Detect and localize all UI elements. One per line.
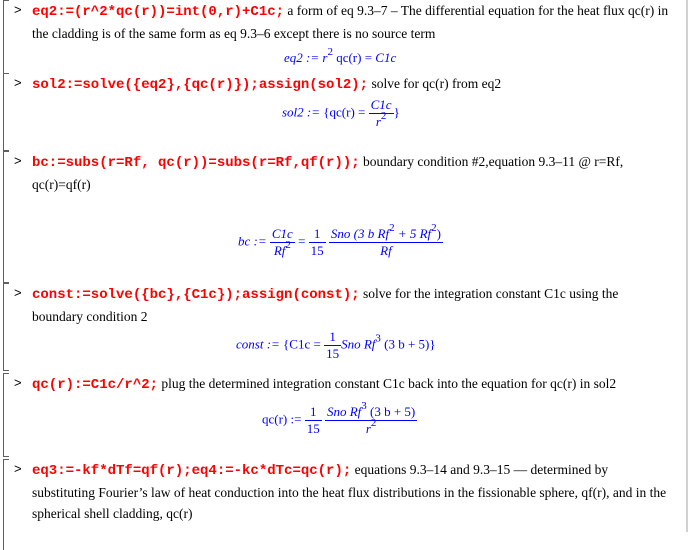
maple-command[interactable]: eq2:=(r^2*qc(r))=int(0,r)+C1c;: [32, 4, 285, 20]
input-line[interactable]: [32, 459, 672, 524]
output-bc: bc := $\frac{C1c}{Rf^2}$ = $\frac{1}{15}$ $\frac{Sno (3 b Rf^2 + 5 Rf^2)}{Rf}$: [238, 222, 441, 258]
fraction: $\frac{Sno Rf^3 (3 b + 5)}{r^2}$: [326, 400, 416, 436]
execution-group-bracket[interactable]: [3, 151, 9, 283]
execution-group-bracket[interactable]: [3, 459, 9, 550]
input-prompt: >: [14, 2, 22, 17]
fraction: $\frac{1}{15}$: [326, 329, 340, 361]
fraction: $\frac{1}{15}$: [310, 226, 324, 258]
maple-command[interactable]: const:=solve({bc},{C1c});assign(const);: [32, 287, 360, 303]
input-prompt: >: [14, 461, 22, 476]
input-prompt: >: [14, 75, 22, 90]
maple-command[interactable]: bc:=subs(r=Rf, qc(r))=subs(r=Rf,qf(r));: [32, 155, 360, 171]
execution-group-bracket[interactable]: [3, 0, 9, 74]
comment-text: solve for qc(r) from eq2: [368, 76, 502, 91]
input-line[interactable]: [32, 151, 672, 195]
input-prompt: >: [14, 375, 22, 390]
input-prompt: >: [14, 153, 22, 168]
output-qc: qc(r) := $\frac{1}{15}$ $\frac{Sno Rf^3 (3 b + 5)}{r^2}$: [262, 400, 416, 436]
input-line[interactable]: [32, 73, 672, 96]
comment-text: solve for the integration constant C1c using the boundary condition 2: [32, 286, 619, 324]
maple-command[interactable]: eq3:=-kf*dTf=qf(r);eq4:=-kc*dTc=qc(r);: [32, 463, 352, 479]
execution-group-bracket[interactable]: [3, 373, 9, 457]
input-line[interactable]: [32, 283, 672, 327]
execution-group-bracket[interactable]: [3, 73, 9, 151]
maple-command[interactable]: sol2:=solve({eq2},{qc(r)});assign(sol2);: [32, 77, 369, 93]
comment-text: equations 9.3–14 and 9.3–15 –– determined by substituting Fourier’s law of heat conduction into the heat flux distributions in the fissionable sphere, qf(r), and in the spherical shell cladding, qc(r): [32, 462, 667, 521]
output-sol2: sol2 := {qc(r) = $\frac{C1c}{r^2}$ }: [282, 97, 400, 129]
input-prompt: >: [14, 285, 22, 300]
fraction: $\frac{Sno (3 b Rf^2 + 5 Rf^2)}{Rf}$: [330, 222, 441, 258]
comment-text: plug the determined integration constant C1c back into the equation for qc(r) in sol2: [158, 376, 617, 391]
fraction: $\frac{C1c}{Rf^2}$: [271, 226, 293, 258]
comment-text: boundary condition #2,equation 9.3–11 @ r=Rf, qc(r)=qf(r): [32, 154, 624, 192]
input-line[interactable]: [32, 0, 672, 44]
maple-command[interactable]: qc(r):=C1c/r^2;: [32, 377, 159, 393]
fraction: $\frac{C1c}{r^2}$: [370, 97, 392, 129]
fraction: $\frac{1}{15}$: [306, 404, 320, 436]
output-eq2: eq2 := $r^2$ qc(r) = C1c: [284, 46, 397, 65]
comment-text: a form of eq 9.3–7 – The differential equation for the heat flux qc(r) in the cladding is of the same form as eq 9.3–6 except there is no source term: [32, 3, 669, 41]
execution-group-bracket[interactable]: [3, 283, 9, 371]
output-const: const := {C1c = $\frac{1}{15}$ Sno Rf$^3$ (3 b + 5)}: [236, 329, 436, 361]
input-line[interactable]: [32, 373, 672, 396]
